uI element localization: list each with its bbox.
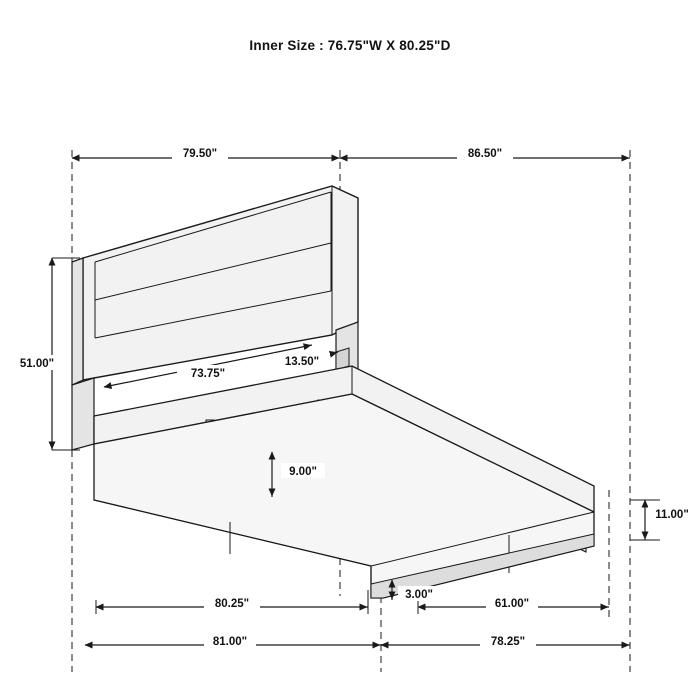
dim-headboard-height: 51.00" (19, 358, 55, 370)
dim-deck-height: 11.00" (655, 509, 689, 521)
bed-illustration (72, 186, 594, 598)
dim-top-right: 86.50" (467, 148, 503, 160)
dim-headboard-panel-width: 73.75" (190, 368, 226, 380)
dim-bottom-left: 81.00" (212, 636, 248, 648)
dim-bottom-right: 78.25" (490, 636, 526, 648)
dim-slat-height: 9.00" (289, 466, 317, 478)
dim-foot-rail: 3.00" (405, 589, 433, 601)
dim-bottom-mid-right: 61.00" (494, 598, 530, 610)
dim-bottom-mid-left: 80.25" (214, 598, 250, 610)
dim-top-left: 79.50" (182, 148, 218, 160)
dim-headboard-thickness: 13.50" (284, 356, 320, 368)
page-title: Inner Size : 76.75"W X 80.25"D (249, 38, 451, 53)
